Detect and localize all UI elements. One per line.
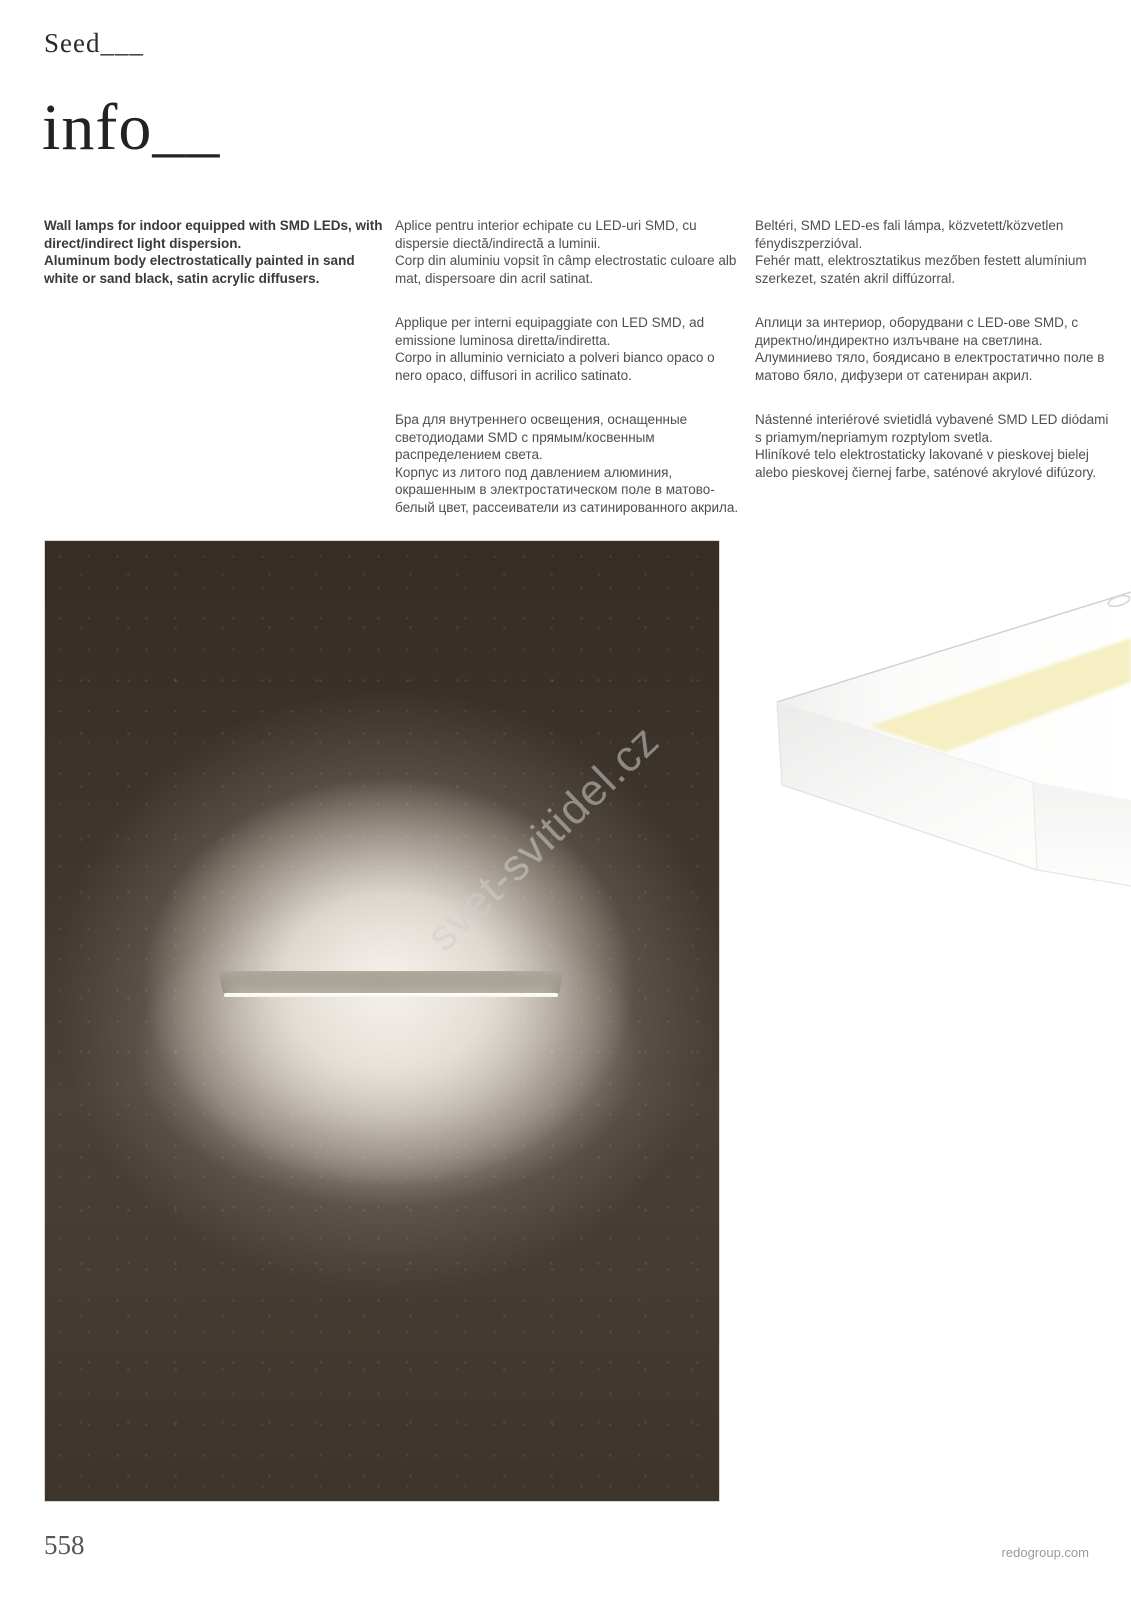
description-ru-line-2: Корпус из литого под давлением алюминия, окрашенным в электростатическом поле в матово-белый цвет, рассеиватели из сатинированного акрила. — [395, 464, 739, 515]
description-hu-line-2: Fehér matt, elektrosztatikus mezőben festett alumínium szerkezet, szatén akril diffúzorral. — [755, 253, 1087, 286]
description-ro-line-1: Aplice pentru interior echipate cu LED-uri SMD, cu dispersie diectă/indirectă a luminii. — [395, 218, 697, 251]
description-bg-line-1: Аплици за интериор, оборудвани с LED-ове SMD, с директно/индиректно излъчване на светлина. — [755, 315, 1079, 348]
description-column-hu-bg-sk — [755, 190, 1115, 495]
description-sk-line-1: Nástenné interiérové svietidlá vybavené SMD LED diódami s priamym/nepriamym rozptylom svetla. — [755, 412, 1109, 445]
description-en-line-1: Wall lamps for indoor equipped with SMD LEDs, with direct/indirect light dispersion. — [44, 218, 383, 251]
description-it-line-1: Applique per interni equipaggiate con LED SMD, ad emissione luminosa diretta/indiretta. — [395, 315, 705, 348]
wall-lamp-bar — [218, 971, 564, 997]
description-ro-line-2: Corp din aluminiu vopsit în câmp electrostatic culoare alb mat, dispersoare din acril satinat. — [395, 253, 737, 286]
description-column-en — [44, 190, 389, 301]
product-photo — [44, 540, 720, 1502]
description-sk-line-2: Hliníkové telo elektrostaticky lakované v pieskovej bielej alebo pieskovej čiernej farbe, saténové akrylové difúzory. — [755, 447, 1097, 480]
description-it-line-2: Corpo in alluminio verniciato a polveri bianco opaco o nero opaco, diffusori in acrilico satinato. — [395, 350, 715, 383]
description-en-line-2: Aluminum body electrostatically painted in sand white or sand black, satin acrylic diffusers. — [44, 253, 355, 286]
website-url: redogroup.com — [1001, 1545, 1089, 1560]
product-render — [740, 540, 1131, 900]
description-column-ro-it-ru — [395, 190, 740, 530]
page-number: 558 — [44, 1530, 85, 1560]
description-hu-line-1: Beltéri, SMD LED-es fali lámpa, közvetett/közvetlen fénydiszperzióval. — [755, 218, 1064, 251]
description-bg-line-2: Алуминиево тяло, боядисано в електростатично поле в матово бяло, дифузери от сатениран акрил. — [755, 350, 1105, 383]
brand-name: Seed___ — [44, 28, 144, 58]
page-title: info__ — [42, 91, 221, 164]
lamp-render-drawing — [740, 540, 1131, 900]
lamp-front-right-face — [1033, 782, 1131, 885]
description-ru-line-1: Бра для внутреннего освещения, оснащенные светодиодами SMD с прямым/косвенным распределением света. — [395, 412, 688, 462]
watermark-text: svet-svitidel.cz — [417, 715, 669, 961]
